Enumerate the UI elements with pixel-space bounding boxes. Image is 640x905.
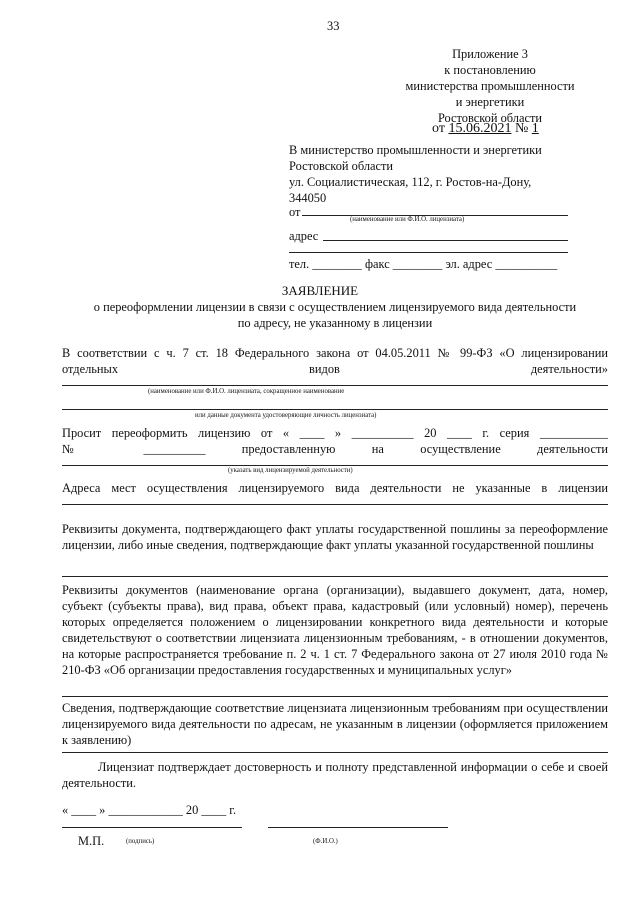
request-line-2: № __________ предоставленную на осуществление деятельности: [62, 442, 608, 456]
addressee-line-3: ул. Социалистическая, 112, г. Ростов-на-Дону,: [289, 175, 532, 189]
request-line-1: Просит переоформить лицензию от « ____ » __________ 20 ____ г. серия ___________: [62, 426, 608, 440]
page-number: 33: [327, 19, 340, 33]
addressee-line-4: 344050: [289, 191, 327, 205]
basis-line-1: В соответствии с ч. 7 ст. 18 Федерального закона от 04.05.2011 № 99-ФЗ «О лицензировании: [62, 346, 608, 360]
stamp-label: М.П.: [78, 834, 105, 848]
duty-requisites-text: Реквизиты документа, подтверждающего факт уплаты государственной пошлины за переоформление лицензии, либо иные сведения, подтверждающие факт уплаты указанной государственной пошлины: [62, 522, 608, 552]
appendix-line-3: министерства промышленности: [405, 79, 575, 93]
appendix-number: 1: [531, 121, 539, 136]
documents-field-line: [62, 696, 608, 697]
addressee-line-2: Ростовской области: [289, 159, 394, 173]
addresses-field-line: [62, 504, 608, 505]
appendix-date-line: [432, 121, 539, 137]
licensee-field-line: [62, 385, 608, 386]
compliance-text: Сведения, подтверждающие соответствие лицензиата лицензионным требованиям при осуществлении лицензируемого вида деятельности по адресам, не указанным в лицензии (оформляется приложением к заявлению): [62, 701, 608, 747]
contacts-line: тел. ________ факс ________ эл. адрес __________: [289, 257, 558, 271]
documents-requisites-text: Реквизиты документов (наименование органа (организации), выдавшего документ, дата, номер, субъект (субъекты права), вид права, объект права, кадастровый (или условный) номер), перечень которых определяется положением о лицензировании конкретного вида деятельности и которые свидетельствуют о соответствии лицензиата лицензионным требованиям, - в отношении документов, на которые распространяется требование п. 2 ч. 1 ст. 7 Федерального закона от 27 июля 2010 года № 210-ФЗ «Об организации предоставления государственных и муниципальных услуг»: [62, 583, 608, 677]
compliance-field-line: [62, 752, 608, 753]
activity-hint: (указать вид лицензируемой деятельности): [228, 467, 353, 474]
basis-line-2: отдельных видов деятельности»: [62, 362, 608, 376]
appendix-date: 15.06.2021: [448, 121, 512, 136]
appendix-line-2: к постановлению: [444, 63, 536, 77]
identity-hint: или данные документа удостоверяющие личность лицензиата): [195, 412, 377, 419]
licensee-hint: (наименование или Ф.И.О. лицензиата, сокращенное наименование: [148, 388, 345, 395]
appendix-block: [400, 46, 580, 126]
identity-field-line: [62, 409, 608, 410]
activity-field-line: [62, 465, 608, 466]
addresses-label: Адреса мест осуществления лицензируемого вида деятельности не указанные в лицензии: [62, 481, 608, 495]
footer-date-line: « ____ » ____________ 20 ____ г.: [62, 803, 237, 817]
address-field-line-2: [289, 252, 568, 253]
fio-field-line: [268, 827, 448, 828]
addressee-line-1: В министерство промышленности и энергетики: [289, 143, 542, 157]
confirmation-text: Лицензиат подтверждает достоверность и полноту представленной информации о себе и своей деятельности.: [62, 760, 608, 790]
fio-hint: (Ф.И.О.): [313, 838, 338, 845]
address-field-line: [323, 240, 568, 241]
duty-field-line: [62, 576, 608, 577]
from-label: от: [289, 205, 301, 219]
appendix-number-sign: №: [511, 121, 532, 136]
from-hint: (наименование или Ф.И.О. лицензиата): [350, 216, 465, 223]
appendix-date-prefix: от: [432, 121, 449, 136]
appendix-line-5: Ростовской области: [437, 111, 543, 125]
subtitle-line-1: о переоформлении лицензии в связи с осуществлением лицензируемого вида деятельности: [93, 300, 577, 314]
signature-hint: (подпись): [126, 838, 155, 845]
subtitle-line-2: по адресу, не указанному в лицензии: [237, 316, 433, 330]
document-title: ЗАЯВЛЕНИЕ: [281, 283, 359, 298]
appendix-line-1: Приложение 3: [452, 47, 528, 61]
appendix-line-4: и энергетики: [455, 95, 525, 109]
address-label: адрес: [289, 229, 319, 243]
signature-field-line: [62, 827, 242, 828]
